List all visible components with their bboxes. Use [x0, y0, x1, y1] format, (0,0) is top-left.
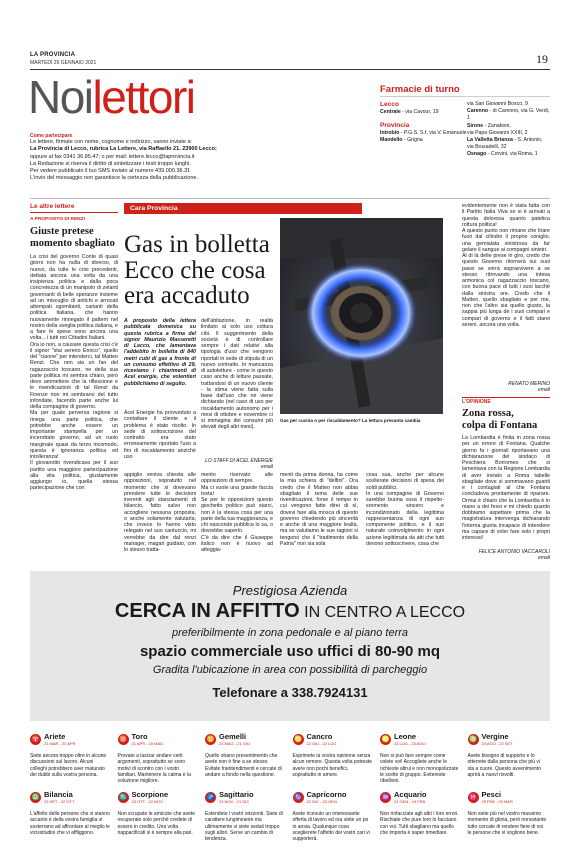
horoscope — [30, 733, 550, 843]
other-letters-label: Le altre lettere — [30, 203, 75, 210]
section-title: Noilettori — [28, 71, 195, 123]
rental-advertisement — [30, 571, 550, 721]
info-box — [30, 139, 350, 183]
top-rule — [30, 69, 550, 70]
letter-continuation-1: appiglio veniva chiesta alle opposizioni, sopratutto nel momento che si dovevano prendere tutte le decisioni inerenti agli stanziamenti di bilancio, fatto salvo non accogliere nessuna proposta, o anche solamente valutarla, che invece lo hanno visto relegato nel suo cantuccio, mi verrebbe da dire dal renzi manager, magari guidato, con lo stesso tratta- — [124, 472, 196, 553]
zodiac-icon: ♎ — [31, 794, 40, 801]
pharmacy-entry: Carenno - di Carenno, via G. Verdi, 1 — [467, 108, 550, 122]
horoscope-sign — [205, 733, 285, 778]
right-letter-email: email — [538, 387, 550, 393]
pharmacy-list-right — [467, 101, 552, 159]
zodiac-dates: 23 NOV - 21 DIC — [219, 799, 250, 804]
zodiac-name: Acquario — [394, 790, 427, 799]
zodiac-dates: 20 FEB - 20 MAR — [481, 799, 513, 804]
zodiac-dates: 23 OTT - 22 NOV — [131, 799, 163, 804]
zodiac-icon: ♉ — [118, 736, 128, 743]
zodiac-icon: ♌ — [381, 736, 390, 743]
reply-body-2: dell'abitazione, in realtà limitato al solo uso cottura cibi. Il suggerimento della società è di controllare sempre i dati relativi alla tipologia d'uso che vengono riportati in sede di stipula di un nuovo contratto. In mancanza di autoletture - come in questo caso anche di letture passate, trattandosi di un nuovo cliente - la stima viene fatta sulla base dall'uso che ne viene dichiarato (nel caso di uso per riscaldamento autonomo per i mesi di ottobre e novembre ci si immagina dei consumi più elevati degli altri mesi). — [201, 318, 273, 431]
ad-line-1: Prestigiosa Azienda — [232, 583, 348, 598]
zodiac-name: Bilancia — [44, 790, 73, 799]
zodiac-forecast: Avete ricevuto un interessante offerta di lavoro ed ora siete un po in ansia. Qualunque cosa sceglierete l'affetto dei vostri cari vi supporterà. — [292, 811, 370, 843]
letter-continuation-4: cosa sua, anche per alcune scellerate decisioni di spesa dei soldi pubblici. In una compagine di Governo sarebbe buona cosa il rispetto-sremento sincero e incondizionato della legittima rappresentanza di ogni suo componente politico, e il suo naturale coinvolgimento in ogni azione legittimata da atti che tutti devono sottoscrivere, cosa che — [366, 472, 444, 547]
ad-phone: Telefonare a 338.7924131 — [212, 685, 368, 700]
pharmacy-title: Farmacie di turno — [380, 84, 460, 95]
right-letter-body: evidentemente non è stata fatta con il Partito Italia Viva se si è arrivati a questa dolorosa quanto patetica rottura politica! A questo punto non rimane che tirare fuori dal cilindro il proprio coniglio, una gemialata sinistrosa da far gelare il sangue ai compagni sinistri. Al di là delle prese in giro, credo che questo Governo ritornerà sui suoi passi se vorrà sopravvivere a se stesso ritrovando una intesa armonica col ragazzaccio toscano, con buona pace di tutti i suoi lacchè dalla sinistra ore. Credo che il Matteo, quello sbagliato e per me, non che l'altro sia quello giusto, la sappia più lunga de i suoi compari e compari di governo e il fatti starei sereni, ancora una volta. — [462, 203, 550, 328]
horoscope-sign — [293, 733, 373, 778]
pharmacy-rule — [380, 96, 550, 97]
zodiac-forecast: Esprimete la vostra opinione senza alcun remore. Questa volta potreste avere non pochi benefici, soprattutto in amore. — [292, 753, 372, 778]
ad-line-3: preferibilmente in zona pedonale e al piano terra — [171, 627, 409, 639]
main-headline: Gas in bolletta Ecco che cosa era accaduto — [124, 231, 270, 309]
zodiac-forecast: Siete ancora troppo oltre in alcune discussioni sul lavoro. Alcuni colleghi potrebbero aver maturato dei dubbi sulla vostra persona. — [30, 753, 107, 778]
info-line: Le lettere, firmate con nome, cognome e indirizzo, vanno inviate a: — [30, 139, 193, 145]
horoscope-header — [468, 791, 548, 805]
opinion-rule — [462, 397, 550, 398]
zodiac-dates: 23 LUG - 23 AGO — [394, 741, 426, 746]
zodiac-name: Scorpione — [131, 790, 169, 799]
pharmacy-entry: via Papa Giovanni XXIII, 2 — [467, 129, 528, 136]
photo-caption: Gas per cucina o per riscaldamento? La lettura presunta cambia — [280, 418, 421, 423]
zodiac-icon: ♏ — [118, 794, 128, 801]
horoscope-sign — [30, 733, 110, 778]
horoscope-header — [118, 791, 198, 805]
newspaper-name: LA PROVINCIA — [30, 52, 76, 58]
pharmacy-town: Introbio — [380, 130, 400, 137]
zodiac-name: Vergine — [481, 732, 509, 741]
mid-rule — [30, 198, 550, 199]
page-number: 19 — [536, 52, 548, 66]
zodiac-dates: 21 MAR - 20 APR — [44, 741, 76, 746]
reply-body-1: Acel Energie ha provveduto a contattare il cliente e il problema è stato risolto. In sede di sottoscrizione del contratto era stato erroneamente riportato l'uso a fini di riscaldamento anziché uso — [124, 410, 196, 460]
horoscope-header — [293, 791, 373, 805]
info-line: L'invio del messaggio non garantisce la certezza della pubblicazione. — [30, 175, 198, 182]
info-heading: Come partecipare — [30, 133, 73, 139]
opinion-title: Zona rossa, colpa di Fontana — [462, 408, 538, 431]
pharmacy-list-left — [380, 101, 470, 145]
zodiac-forecast: Non si può fare sempre come volete voi! Accogliete anche le richieste altrui e non monopolizzate le scelte di gruppo. Evitereste ribellioni. — [380, 753, 459, 785]
zodiac-name: Ariete — [44, 732, 66, 741]
horoscope-sign — [468, 791, 548, 836]
reply-signature: LO STAFF DI ACEL ENERGIE — [205, 458, 273, 464]
zodiac-forecast: Non rinfacciate agli altri i loro errori. Rischiate che pure loro lo facciano con voi. Tutti sbagliano ma quello che importa è saper rimediare. — [380, 811, 459, 836]
left-article-title: Giuste pretese momento sbagliato — [30, 226, 115, 249]
zodiac-dates: 22 GIU - 22 LUG — [306, 741, 337, 746]
horoscope-sign — [30, 791, 110, 836]
opinion-email: email — [538, 555, 550, 561]
pharmacy-town: Carenno — [467, 108, 489, 115]
horoscope-header — [118, 733, 198, 747]
zodiac-forecast: Avete bisogno di supporto e lo otterrete dalla persona che più vi sta a cuore. Questo avvenimento aprirà a nuovi risvolti. — [467, 753, 541, 778]
pharmacy-town: La Valletta Brianza — [467, 137, 513, 144]
zodiac-dates: 24 AGO - 22 SET — [481, 741, 513, 746]
zodiac-dates: 21 GEN - 19 FEB — [394, 799, 426, 804]
pharmacy-entry: Introbio - P.G.S. S.f, via V. Emanuele — [380, 130, 467, 137]
zodiac-icon: ♋ — [293, 736, 303, 743]
zodiac-name: Capricorno — [306, 790, 347, 799]
opinion-body: La Lombardia è finita in zona rossa per un errore di Fontana. Qualche giorno fa i giornali riportavano una dichiarazione del sindaco di Peschiera Borromeo che si lamentava con la Regione Lombardia di aver inviato a Roma tabelle sbagliate dove si sommavano guariti e i contagiati al che Fontana concludeva prontamente di riparare. Ormai è chiaro che la Lombardia è in mano a dei fessi e mi chiedo quanto dobbiamo aspettare prima che la magistratura intervenga dichiarando l'interna giunta incapace di intendere ma capace di voler fare solo i propri interessi! — [462, 435, 550, 541]
zodiac-name: Leone — [394, 732, 417, 741]
info-line: La Redazione si riserva il diritto di sintetizzare i testi troppo lunghi. — [30, 160, 191, 167]
horoscope-sign — [293, 791, 373, 842]
zodiac-icon: ♍ — [468, 736, 478, 743]
cara-provincia-bar: Cara Provincia — [124, 203, 362, 214]
horoscope-header — [205, 733, 285, 747]
zodiac-icon: ♑ — [293, 794, 303, 801]
ad-line-2: CERCA IN AFFITTO IN CENTRO A LECCO — [114, 600, 466, 622]
zodiac-forecast: Provate a lasciar andare certi argomenti, soprattutto se sono motivi di scontro con i vostri familiari. Mantenere la calma è la soluzione migliore. — [117, 753, 191, 785]
horoscope-sign — [380, 733, 460, 784]
horoscope-header — [30, 733, 110, 747]
horoscope-header — [205, 791, 285, 805]
intro-text: A proposito della lettera pubblicata domenica su questa rubrica a firma del signor Maurizio Masseretti di Lecco, che lamentava l'addebito in bolletta di 840 metri cubi di gas a fronte di un consumo effettivo di 29, riceviamo i chiarimenti di Acel energie, che volentieri pubblichiamo di seguito. — [124, 318, 196, 387]
zodiac-icon: ♐ — [206, 794, 215, 801]
zodiac-dates: 21 MAG - 21 GIU — [219, 741, 250, 746]
pharmacy-entry: via San Giovanni Bosco, 9 — [467, 101, 528, 107]
zodiac-name: Sagittario — [219, 790, 254, 799]
info-line: Per vedere pubblicato il tuo SMS inviato al numero 439.000.36.31 — [30, 168, 191, 175]
pharmacy-entry: Mandello - Grigna — [380, 137, 423, 144]
opinion-signature: FELICE ANTONIO VACCAROLI — [478, 549, 550, 555]
ad-line-5: Gradita l'ubicazione in area con possibilità di parcheggio — [152, 664, 428, 676]
pharmacy-town: Sirone — [467, 122, 484, 129]
right-letter-signature: RENATO MERINO — [508, 381, 550, 387]
reply-signature-email: email — [261, 464, 273, 470]
horoscope-sign — [468, 733, 548, 778]
pharmacy-entry: Centrale - via Cavour, 19 — [380, 109, 439, 115]
info-line: oppure al fax 0341 36.85.47; o per mail: lettere.lecco@laprovincia.it — [30, 153, 195, 160]
pharmacy-area: Lecco — [380, 101, 399, 108]
zodiac-name: Cancro — [306, 732, 333, 741]
zodiac-dates: 22 DIC - 20 GEN — [306, 799, 337, 804]
pharmacy-town: Centrale — [380, 109, 401, 115]
zodiac-dates: 21 APR - 20 MAG — [131, 741, 164, 746]
zodiac-name: Toro — [131, 732, 148, 741]
horoscope-sign — [205, 791, 285, 842]
horoscope-header — [380, 733, 460, 747]
zodiac-icon: ♒ — [381, 794, 390, 801]
gas-burner-photo — [280, 218, 443, 414]
zodiac-icon: ♊ — [206, 736, 215, 743]
left-article-body: La crisi del governo Conte di quasi giorni non ha nulla di diverso, di nuovo, da tutte le crisi precedenti, dettata ancora una volta da una insipienza politica e dalla poca concretezza di un manipolo di zelanti governanti di belle speranze insieme ad un miscuglio di antichi e arrocati attempati sgomitanti, carianti della politica italiana, che hanno nuovamente rinnegato il pattern nel nostro della sveglia politica italiana, e a fare le spese sono ancora una volta... i tutti noi Cittadini Italiani. Ora io non, a causare questa crisi c'è il signor "stai sereno Enrico", quello del "ciaone" per intenderci, tal Matteo Renzi. Che non sia un fan del ragazzaccio toscano, ne della sua parte politica mi sembra chiaro, però devo ammettere che la riflessione e le rivendicazioni di tal Renzi da Firenze non mi sembrano del tutto infondate, facendo parte anche lui della compagine di governo. Ma per quale perversa ragione si rinega una parte politica, che potrebbe anche essere un importante stampella per un incerottato governo, ad un ruolo marginale quasi da terzo incomodo, questa è ignoranza politica ed intolleranza! Il giovanotto rivendicava per il suo partito una maggiore partecipazione alla vita politica, giustamente aggiungo io, quella stessa partecipazione che con — [30, 254, 118, 492]
horoscope-header — [468, 733, 548, 747]
horoscope-header — [293, 733, 373, 747]
pharmacy-entry: La Valletta Brianza - S. Antonio, — [467, 137, 543, 144]
opinion-label: L'OPINIONE — [462, 399, 491, 405]
left-kicker: A PROPOSITO DI RENZI — [30, 217, 85, 222]
zodiac-dates: 23 SET - 22 OTT — [44, 799, 75, 804]
zodiac-forecast: Quello strano presentimento che avete non è fine a se stesso. Evitate fraintendimenti e cercate di andare a fondo nella questione. — [205, 753, 282, 778]
letter-continuation-3: menti da prima donna, ha come la mia schiera di "delfini". Ora credo che il Matteo non abbia sbagliato il tema delle sue rivendicazioni, forse il tempo in cui vengono fatte direi di sì, dovevi fare alla mosca di questo governo chiedendo più sincerità e anche di una maggiore lealtà, ma se valutiamo le sue ragioni si tengono che il "tradimento della Patria" non sia sola — [280, 472, 358, 547]
zodiac-forecast: Non scrupate le amicizie che avete recuperato solo perché credete di essere in credito. Una volta riappacificati si è sempre alla pari. — [117, 811, 196, 836]
pharmacy-town: Osnago — [467, 151, 487, 158]
horoscope-header — [30, 791, 110, 805]
zodiac-forecast: Estendete i vostri orizzonti. Siete di carattere lungimirante ma ultimamente vi siete seduti troppo sugli allori. Serve un cambio di tendenza. — [205, 811, 283, 843]
zodiac-forecast: Non siete più nel vostro massimo momento di gloria, però nonostante tutto cercate di rendere fiere di voi le persone che vi vogliono bene. — [467, 811, 547, 836]
zodiac-name: Gemelli — [219, 732, 247, 741]
horoscope-sign — [118, 791, 198, 836]
pharmacy-entry: Sirone - Zanaboni, — [467, 122, 511, 129]
zodiac-forecast: L'affetto delle persone che vi stanno accanto è della vostra famiglia vi sosterrano ad affrontare al meglio le vicissitudini che vi affliggono. — [30, 811, 110, 836]
issue-date: MARTEDÌ 26 GENNAIO 2021 — [30, 60, 97, 66]
horoscope-header — [380, 791, 460, 805]
horoscope-sign — [118, 733, 198, 784]
pharmacy-entry: Osnago - Corvini, via Roma, 1 — [467, 151, 538, 158]
zodiac-icon: ♓ — [468, 794, 478, 801]
info-line: La Provincia di Lecco, rubrica La Lettere, via Raffaello 21. 23900 Lecco; — [30, 146, 217, 153]
letter-continuation-2: mento riservato alle opposizioni di sempre. Ma ci vuole una grande faccia tosta! Se per le opposizioni questo giochetto politico può starci, non è la stessa cosa per una parte della tua maggioranza, e chi nasconde pubblica lo sa, o dovrebbe saperlo. C'è da dire che il Giuseppe italico non è nuovo ad atteggia- — [201, 472, 273, 553]
other-letters-rule — [30, 212, 118, 213]
zodiac-icon: ♈ — [31, 736, 40, 743]
horoscope-sign — [380, 791, 460, 836]
ad-line-4: spazio commerciale uso uffici di 80-90 mq — [139, 643, 441, 660]
zodiac-name: Pesci — [481, 790, 502, 799]
pharmacy-entry: via Brusadelli, 32 — [467, 144, 507, 151]
pharmacy-town: Mandello — [380, 137, 403, 144]
pharmacy-area: Provincia — [380, 122, 410, 130]
